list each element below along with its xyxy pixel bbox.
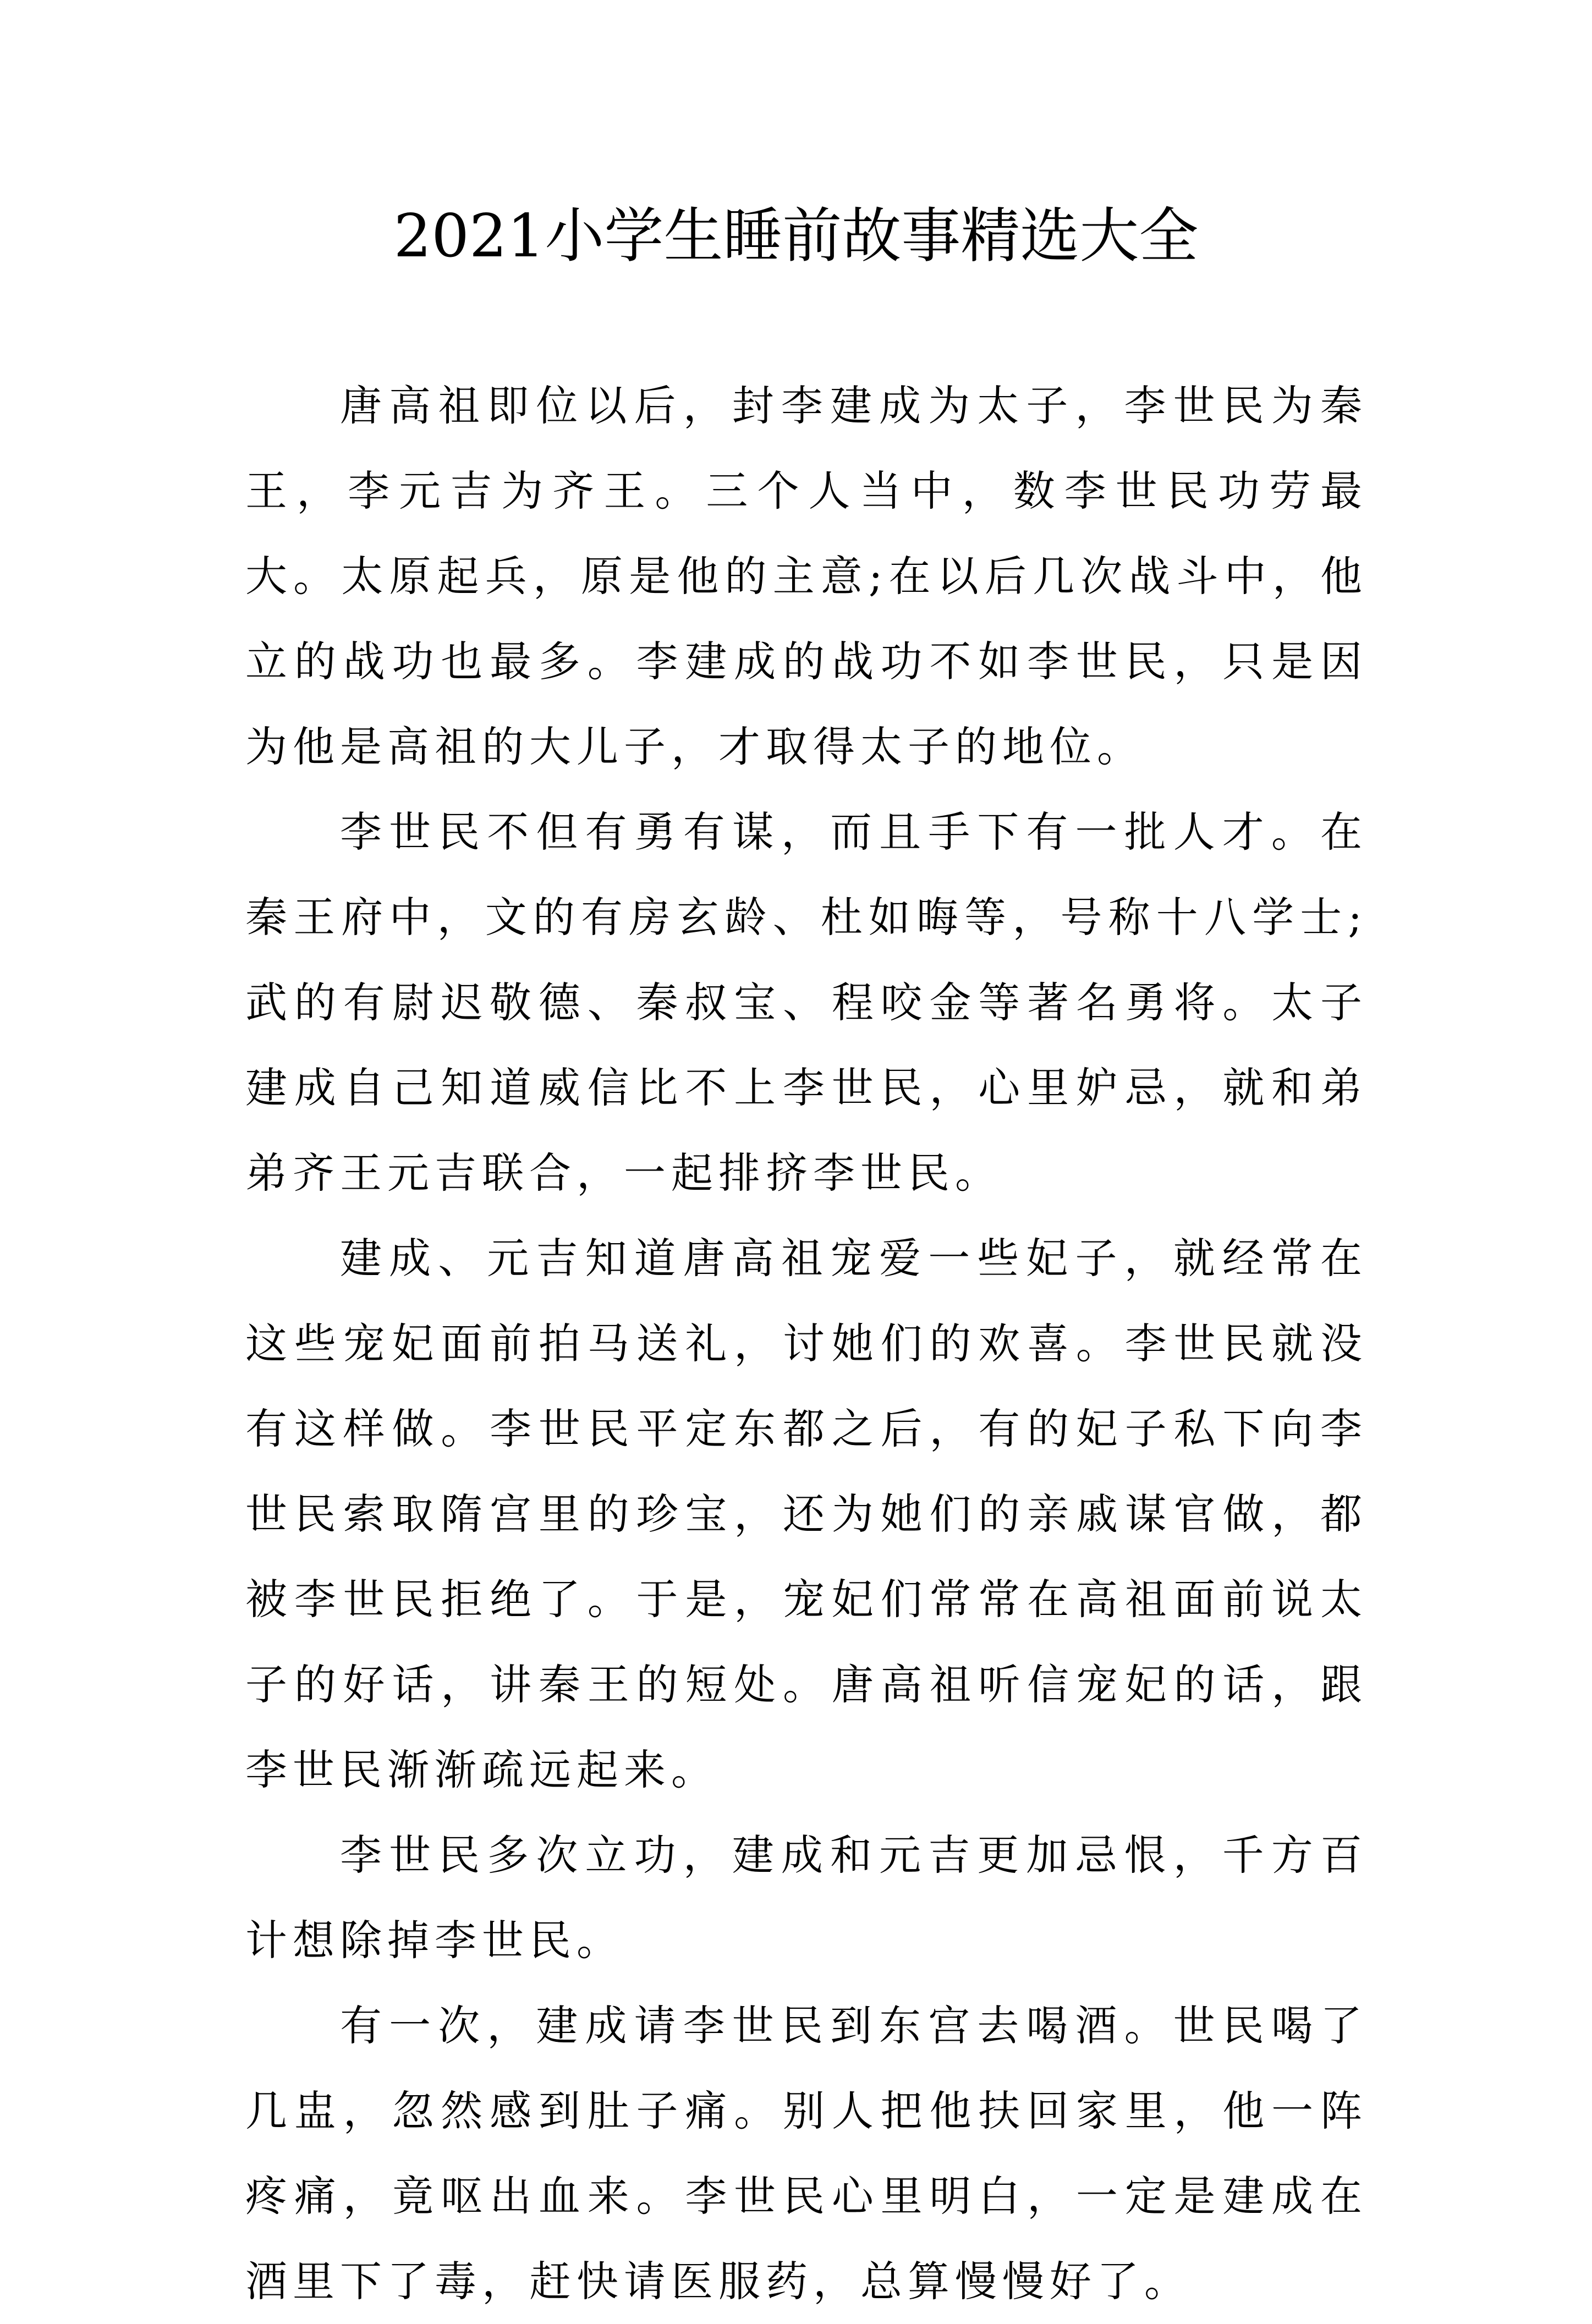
paragraph: 唐高祖即位以后，封李建成为太子，李世民为秦王，李元吉为齐王。三个人当中，数李世民功劳最大。太原起兵，原是他的主意;在以后几次战斗中，他立的战功也最多。李建成的战功不如李世民，只是因为他是高祖的大儿子，才取得太子的地位。 (245, 381, 1368, 771)
paragraph: 有一次，建成请李世民到东宫去喝酒。世民喝了几盅，忽然感到肚子痛。别人把他扶回家里，他一阵疼痛，竟呕出血来。李世民心里明白，一定是建成在酒里下了毒，赶快请医服药，总算慢慢好了。 (245, 2001, 1368, 2306)
paragraph: 建成、元吉知道唐高祖宠爱一些妃子，就经常在这些宠妃面前拍马送礼，讨她们的欢喜。李世民就没有这样做。李世民平定东都之后，有的妃子私下向李世民索取隋宫里的珍宝，还为她们的亲戚谋官做，都被李世民拒绝了。于是，宠妃们常常在高祖面前说太子的好话，讲秦王的短处。唐高祖听信宠妃的话，跟李世民渐渐疏远起来。 (245, 1234, 1368, 1794)
paragraph: 李世民不但有勇有谋，而且手下有一批人才。在秦王府中，文的有房玄龄、杜如晦等，号称十八学士;武的有尉迟敬德、秦叔宝、程咬金等著名勇将。太子建成自己知道威信比不上李世民，心里妒忌，就和弟弟齐王元吉联合，一起排挤李世民。 (245, 807, 1368, 1197)
document-body (245, 363, 1368, 2324)
document-title: 2021小学生睡前故事精选大全 (393, 202, 1199, 271)
paragraph: 李世民多次立功，建成和元吉更加忌恨，千方百计想除掉李世民。 (245, 1831, 1368, 1965)
